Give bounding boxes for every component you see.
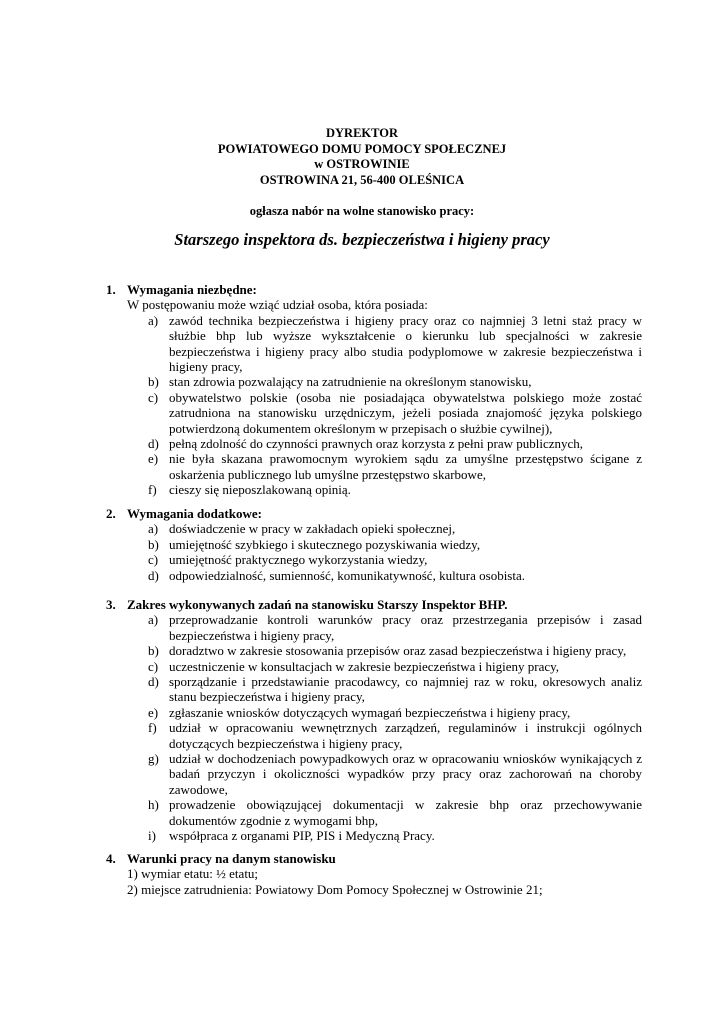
item-text: współpraca z organami PIP, PIS i Medyczną Pracy. bbox=[169, 828, 435, 844]
item-text: sporządzanie i przedstawianie pracodawcy, co najmniej raz w roku, okresowych analiz stanu bezpieczeństwa i higieny pracy, bbox=[169, 674, 642, 705]
section-number: 2. bbox=[106, 506, 116, 521]
section-title: Zakres wykonywanych zadań na stanowisku Starszy Inspektor BHP. bbox=[127, 597, 508, 612]
item-text: odpowiedzialność, sumienność, komunikatywność, kultura osobista. bbox=[169, 567, 526, 583]
section-heading bbox=[0, 597, 724, 612]
item-label: c) bbox=[148, 389, 159, 405]
list-item bbox=[0, 643, 642, 658]
item-label: a) bbox=[148, 521, 159, 537]
list-item bbox=[0, 451, 642, 482]
section-number: 4. bbox=[106, 851, 116, 866]
section-intro: W postępowaniu może wziąć udział osoba, która posiada: bbox=[127, 297, 428, 313]
item-text: doświadczenie w pracy w zakładach opieki społecznej, bbox=[169, 521, 456, 537]
condition-line-2: 2) miejsce zatrudnienia: Powiatowy Dom Pomocy Społecznej w Ostrowinie 21; bbox=[127, 881, 543, 897]
item-text: cieszy się nieposzlakowaną opinią. bbox=[169, 482, 351, 498]
item-label: a) bbox=[148, 612, 159, 628]
section-heading bbox=[0, 506, 724, 521]
item-label: e) bbox=[148, 704, 159, 720]
list-item bbox=[0, 705, 642, 720]
section-required bbox=[0, 282, 724, 498]
item-text: umiejętność szybkiego i skutecznego pozyskiwania wiedzy, bbox=[169, 536, 481, 552]
list-item bbox=[0, 521, 642, 536]
item-label: h) bbox=[148, 797, 159, 813]
item-label: b) bbox=[148, 643, 159, 659]
list-item bbox=[0, 568, 642, 583]
section-heading bbox=[0, 282, 724, 297]
header-line-4: OSTROWINA 21, 56-400 OLEŚNICA bbox=[259, 172, 465, 187]
item-label: c) bbox=[148, 552, 159, 568]
item-text: nie była skazana prawomocnym wyrokiem sądu za umyślne przestępstwo ścigane z oskarżenia publicznego lub umyślne przestępstwo skarbowe, bbox=[169, 451, 642, 482]
list-item bbox=[0, 537, 642, 552]
item-label: c) bbox=[148, 658, 159, 674]
list-item bbox=[0, 797, 642, 828]
item-label: d) bbox=[148, 436, 159, 452]
list-item bbox=[0, 751, 642, 797]
section-additional bbox=[0, 506, 724, 583]
item-text: udział w dochodzeniach powypadkowych oraz w opracowaniu wniosków wynikających z badań przyczyn i okoliczności wypadków przy pracy oraz zachorowań na choroby zawodowe, bbox=[169, 751, 642, 797]
item-text: stan zdrowia pozwalający na zatrudnienie na określonym stanowisku, bbox=[169, 374, 532, 390]
item-text: doradztwo w zakresie stosowania przepisów oraz zasad bezpieczeństwa i higieny pracy, bbox=[169, 643, 627, 659]
position-title: Starszego inspektora ds. bezpieczeństwa i higieny pracy bbox=[174, 230, 550, 249]
list-item bbox=[0, 674, 642, 705]
section-duties bbox=[0, 597, 724, 844]
item-label: i) bbox=[148, 828, 156, 844]
item-label: f) bbox=[148, 720, 157, 736]
item-text: obywatelstwo polskie (osoba nie posiadająca obywatelstwa polskiego może zostać zatrudniona na stanowisku urzędniczym, jeżeli posiada znajomość języka polskiego potwierdzoną dokumentem określonym w przepisach o służbie cywilnej), bbox=[169, 389, 642, 436]
section-number: 3. bbox=[106, 597, 116, 612]
item-text: umiejętność praktycznego wykorzystania wiedzy, bbox=[169, 552, 428, 568]
item-text: przeprowadzanie kontroli warunków pracy oraz przestrzegania przepisów i zasad bezpieczeństwa i higieny pracy, bbox=[169, 612, 642, 643]
item-text: uczestniczenie w konsultacjach w zakresie bezpieczeństwa i higieny pracy, bbox=[169, 658, 560, 674]
item-label: f) bbox=[148, 482, 157, 498]
header-line-2: POWIATOWEGO DOMU POMOCY SPOŁECZNEJ bbox=[217, 141, 507, 156]
item-label: g) bbox=[148, 751, 159, 767]
item-text: prowadzenie obowiązującej dokumentacji w zakresie bhp oraz przechowywanie dokumentów zgodnie z wymogami bhp, bbox=[169, 797, 642, 828]
item-label: a) bbox=[148, 312, 159, 328]
list-item bbox=[0, 390, 642, 436]
announcement: ogłasza nabór na wolne stanowisko pracy: bbox=[249, 204, 475, 218]
item-text: zgłaszanie wniosków dotyczących wymagań bezpieczeństwa i higieny pracy, bbox=[169, 704, 571, 720]
item-text: pełną zdolność do czynności prawnych oraz korzysta z pełni praw publicznych, bbox=[169, 436, 584, 452]
list-item bbox=[0, 720, 642, 751]
list-item bbox=[0, 612, 642, 643]
item-label: b) bbox=[148, 374, 159, 390]
item-label: e) bbox=[148, 451, 159, 467]
list-item bbox=[0, 828, 642, 843]
header-line-1: DYREKTOR bbox=[325, 126, 398, 140]
item-label: b) bbox=[148, 536, 159, 552]
section-conditions bbox=[0, 851, 724, 897]
condition-line-1: 1) wymiar etatu: ½ etatu; bbox=[127, 866, 259, 882]
section-title: Wymagania niezbędne: bbox=[127, 282, 257, 297]
list-item bbox=[0, 552, 642, 567]
list-item bbox=[0, 436, 642, 451]
section-title: Wymagania dodatkowe: bbox=[127, 506, 262, 521]
item-label: d) bbox=[148, 567, 159, 583]
document-header bbox=[0, 126, 724, 188]
item-text: zawód technika bezpieczeństwa i higieny pracy oraz co najmniej 3 letni staż pracy w służbie bhp lub wyższe wykształcenie o kierunku lub specjalności w zakresie bezpieczeństwa i higieny pracy albo studia podyplomowe w zakresie bezpieczeństwa i higieny pracy, bbox=[169, 312, 642, 375]
section-heading bbox=[0, 851, 724, 866]
item-text: udział w opracowaniu wewnętrznych zarządzeń, regulaminów i instrukcji ogólnych dotyczących bezpieczeństwa i higieny pracy, bbox=[169, 720, 642, 751]
item-label: d) bbox=[148, 674, 159, 690]
list-item bbox=[0, 374, 642, 389]
list-item bbox=[0, 659, 642, 674]
section-number: 1. bbox=[106, 282, 116, 297]
list-item bbox=[0, 482, 642, 497]
section-title: Warunki pracy na danym stanowisku bbox=[127, 851, 336, 866]
header-line-3: w OSTROWINIE bbox=[314, 157, 410, 171]
list-item bbox=[0, 313, 642, 375]
